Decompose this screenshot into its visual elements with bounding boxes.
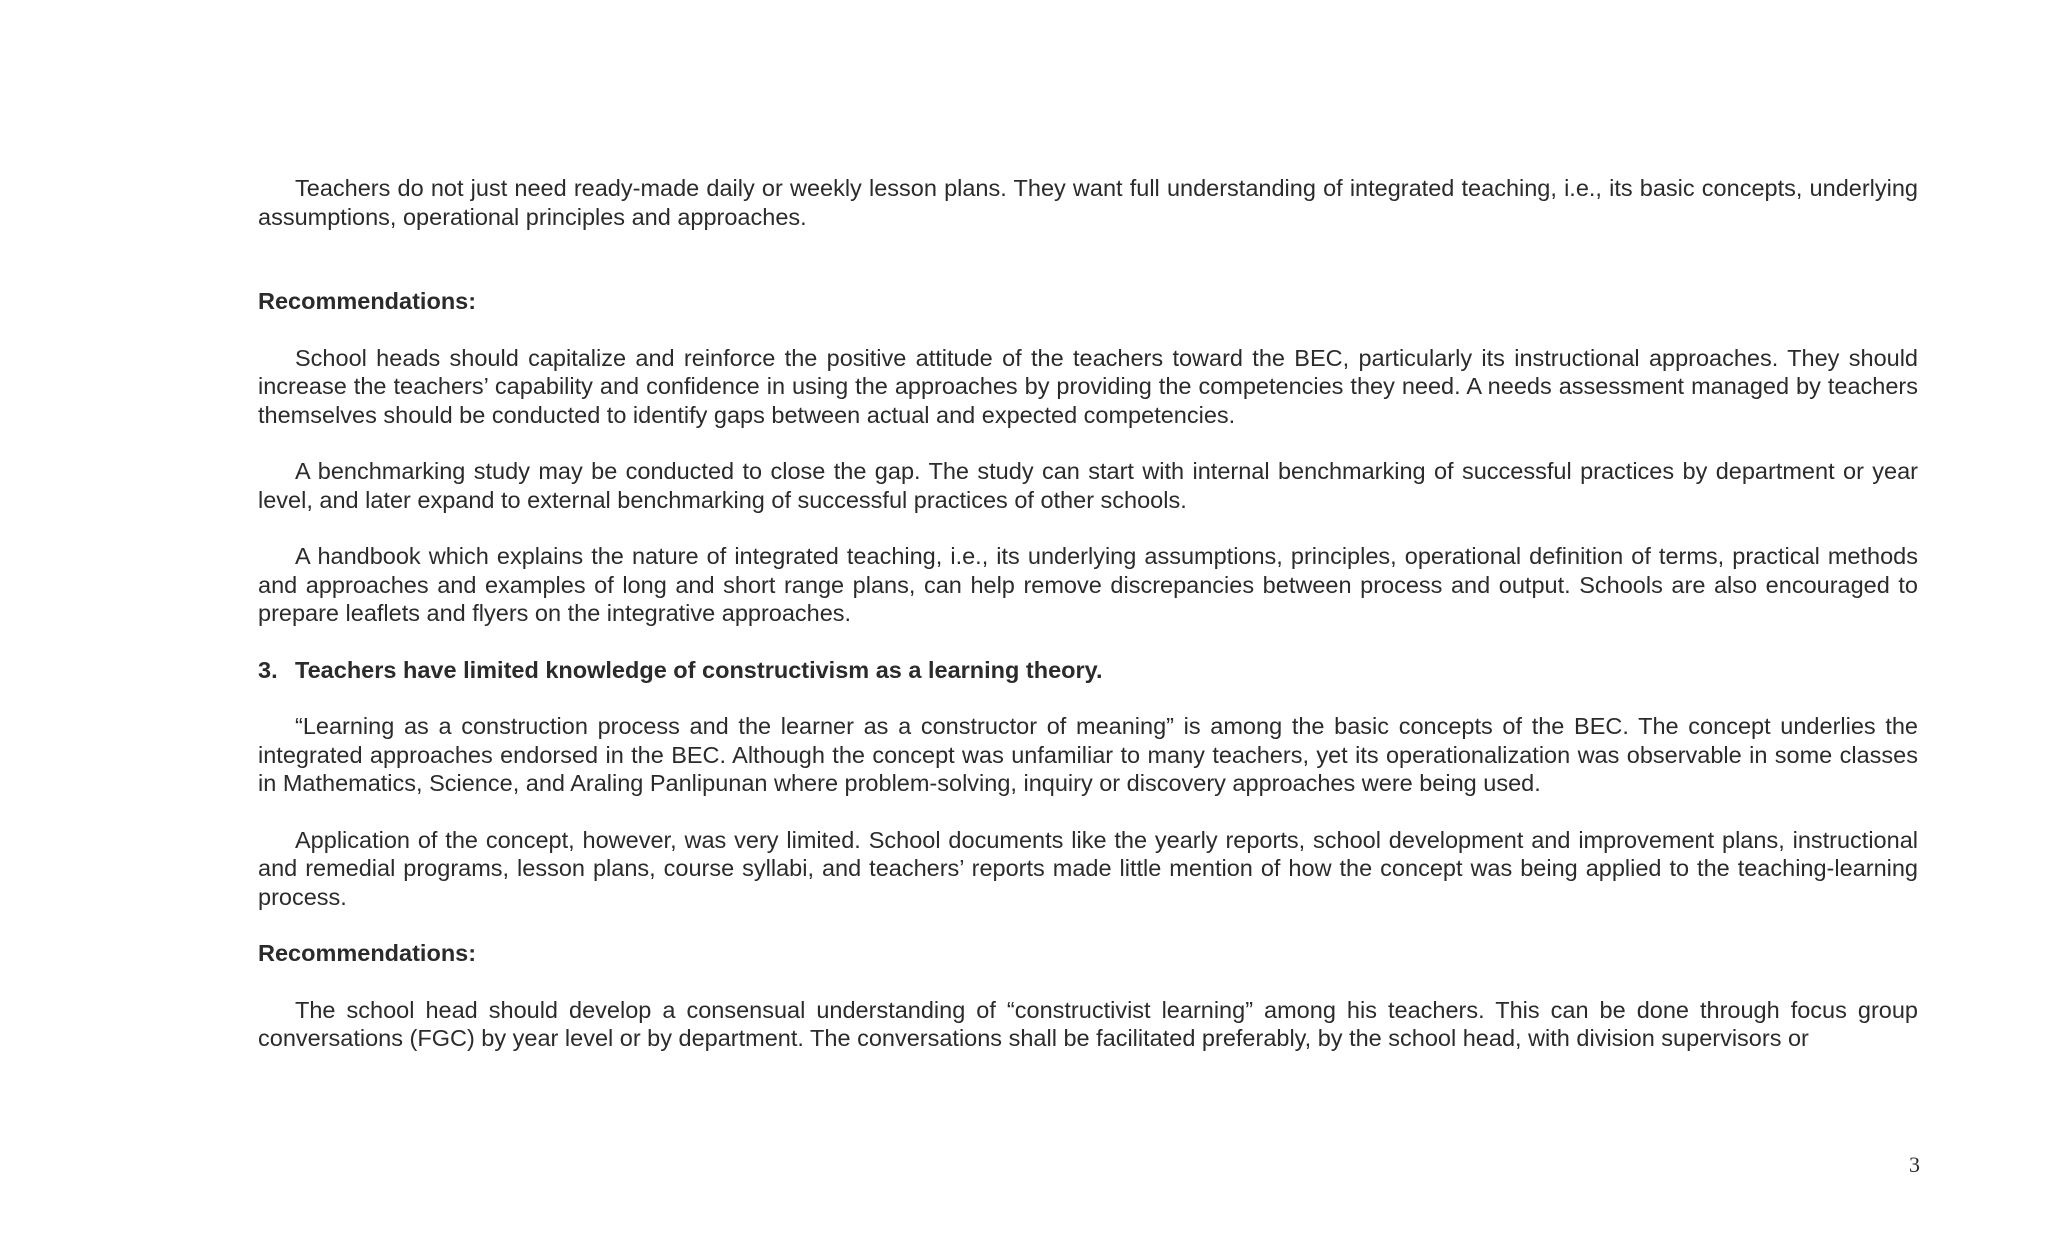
spacer: [258, 628, 1918, 656]
spacer: [258, 429, 1918, 457]
paragraph-integrated-teaching-understanding: Teachers do not just need ready-made daily or weekly lesson plans. They want full understanding of integrated teaching, i.e., its basic concepts, underlying assumptions, operational principles and approaches.: [258, 175, 1918, 230]
finding-3-text: Teachers have limited knowledge of constructivism as a learning theory.: [295, 656, 1103, 683]
paragraph-benchmarking-study: A benchmarking study may be conducted to close the gap. The study can start with internal benchmarking of successful practices by department or year level, and later expand to external benchmarking of successful practices of other schools.: [258, 458, 1918, 513]
spacer: [258, 968, 1918, 996]
page-number: 3: [1909, 1152, 1920, 1177]
spacer: [258, 684, 1918, 712]
spacer: [258, 231, 1918, 287]
paragraph-school-heads-capitalize: School heads should capitalize and reinforce the positive attitude of the teachers toward the BEC, particularly its instructional approaches. They should increase the teachers’ capability and confidence in using the approaches by providing the competencies they need. A needs assessment managed by teachers themselves should be conducted to identify gaps between actual and expected competencies.: [258, 344, 1918, 428]
paragraph-consensual-understanding: The school head should develop a consensual understanding of “constructivist learning” among his teachers. This can be done through focus group conversations (FGC) by year level or by department. The conversations shall be facilitated preferably, by the school head, with division supervisors or: [258, 996, 1918, 1051]
spacer: [258, 514, 1918, 542]
finding-3-heading: [258, 656, 1918, 685]
recommendations-heading-2: Recommendations:: [258, 940, 477, 966]
paragraph-handbook: A handbook which explains the nature of integrated teaching, i.e., its underlying assumptions, principles, operational definition of terms, practical methods and approaches and examples of long and short range plans, can help remove discrepancies between process and output. Schools are also encouraged to prepare leaflets and flyers on the integrative approaches.: [258, 543, 1918, 626]
paragraph-learning-construction: “Learning as a construction process and the learner as a constructor of meaning” is among the basic concepts of the BEC. The concept underlies the integrated approaches endorsed in the BEC. Although the concept was unfamiliar to many teachers, yet its operationalization was observable in some classes in Mathematics, Science, and Araling Panlipunan where problem-solving, inquiry or discovery approaches were being used.: [258, 713, 1918, 796]
finding-3-number: 3.: [258, 656, 278, 683]
page-body: [258, 174, 1918, 1053]
spacer: [258, 316, 1918, 344]
paragraph-application-limited: Application of the concept, however, was very limited. School documents like the yearly reports, school development and improvement plans, instructional and remedial programs, lesson plans, course syllabi, and teachers’ reports made little mention of how the concept was being applied to the teaching-learning process.: [258, 826, 1918, 910]
recommendations-heading-1: Recommendations:: [258, 288, 477, 314]
spacer: [258, 911, 1918, 939]
spacer: [258, 798, 1918, 826]
